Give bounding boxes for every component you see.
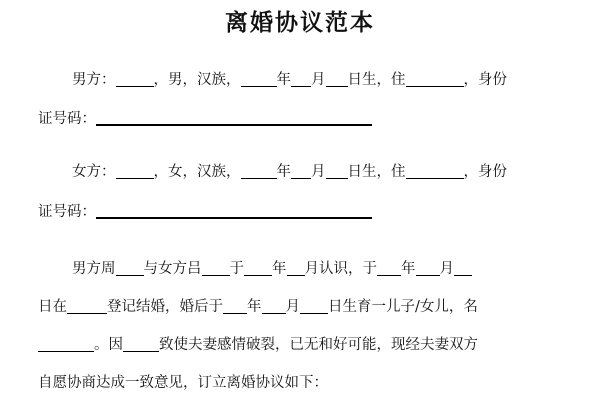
marry-month-blank[interactable] (416, 260, 440, 276)
child-birth-year-blank[interactable] (223, 298, 247, 314)
male-birth-day-blank[interactable] (326, 71, 348, 87)
body-text: 日在 (38, 299, 67, 315)
marry-day-blank[interactable] (454, 260, 472, 276)
male-year-label: 年 (276, 72, 291, 88)
male-id-label: 证号码： (38, 111, 96, 127)
body-text: 于 (229, 261, 244, 277)
female-birth-month-blank[interactable] (291, 163, 311, 179)
female-month-label: 月 (311, 164, 326, 180)
female-id-lead: ，身份 (463, 164, 507, 180)
female-id-line (38, 200, 578, 221)
body-line-3 (38, 333, 578, 354)
registration-place-blank[interactable] (67, 298, 107, 314)
body-text: 男方周 (72, 261, 116, 277)
female-label: 女方： (72, 164, 116, 180)
body-text: 年 (247, 299, 262, 315)
body-text: 登记结婚，婚后于 (107, 299, 223, 315)
male-label: 男方： (72, 72, 116, 88)
child-birth-month-blank[interactable] (262, 298, 286, 314)
meet-month-blank[interactable] (287, 260, 305, 276)
male-id-lead: ，身份 (463, 72, 507, 88)
male-address-blank[interactable] (406, 71, 464, 87)
body-text: 月 (285, 299, 300, 315)
male-month-label: 月 (311, 72, 326, 88)
female-surname-blank[interactable] (202, 260, 230, 276)
body-line-1 (72, 257, 600, 278)
body-text: 月认识，于 (304, 261, 377, 277)
female-birth-year-blank[interactable] (241, 163, 277, 179)
child-birth-day-blank[interactable] (300, 298, 328, 314)
body-text: 日生育一儿子/女儿，名 (328, 299, 478, 315)
female-birth-day-blank[interactable] (326, 163, 348, 179)
female-party-line (72, 160, 600, 181)
male-birth-year-blank[interactable] (241, 71, 277, 87)
body-text: 与女方吕 (143, 261, 202, 277)
body-line-4 (38, 371, 578, 392)
female-id-label: 证号码： (38, 204, 96, 220)
body-text: 致使夫妻感情破裂，已无和好可能，现经夫妻双方 (159, 337, 478, 353)
body-line-2 (38, 295, 578, 316)
reason-blank[interactable] (123, 336, 159, 352)
female-gender-ethnicity: ，女，汉族， (153, 164, 241, 180)
female-name-blank[interactable] (116, 163, 154, 179)
male-birth-address-label: 日生，住 (347, 72, 406, 88)
female-id-blank[interactable] (96, 202, 372, 219)
body-text: 月 (439, 261, 454, 277)
document-title: 离婚协议范本 (225, 9, 375, 36)
body-text: 自愿协商达成一致意见，订立离婚协议如下： (38, 375, 328, 391)
body-text: 年 (401, 261, 416, 277)
male-surname-blank[interactable] (116, 260, 144, 276)
male-id-blank[interactable] (96, 109, 372, 126)
female-birth-address-label: 日生，住 (347, 164, 406, 180)
male-id-line (38, 107, 578, 128)
female-address-blank[interactable] (406, 163, 464, 179)
male-name-blank[interactable] (116, 71, 154, 87)
female-year-label: 年 (276, 164, 291, 180)
child-name-blank[interactable] (38, 336, 94, 352)
body-text: 。因 (94, 337, 123, 353)
meet-year-blank[interactable] (244, 260, 272, 276)
male-birth-month-blank[interactable] (291, 71, 311, 87)
male-gender-ethnicity: ，男，汉族， (153, 72, 241, 88)
marry-year-blank[interactable] (377, 260, 401, 276)
male-party-line (72, 68, 600, 89)
body-text: 年 (272, 261, 287, 277)
